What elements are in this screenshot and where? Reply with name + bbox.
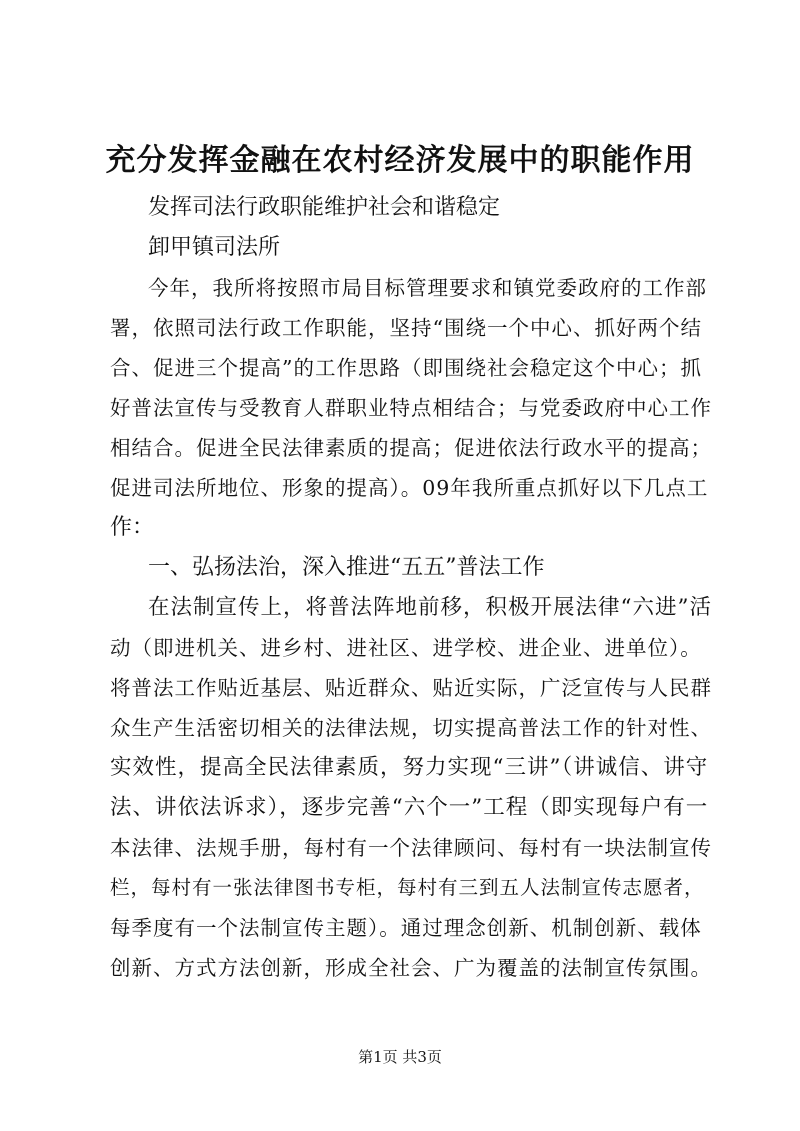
paragraph-line: 合、促进三个提高”的工作思路（即围绕社会稳定这个中心；抓 — [110, 356, 702, 380]
paragraph-line: 动（即进机关、进乡村、进社区、进学校、进企业、进单位）。 — [110, 636, 702, 660]
subtitle: 发挥司法行政职能维护社会和谐稳定 — [148, 195, 501, 220]
section-heading: 一、弘扬法治，深入推进“五五”普法工作 — [148, 555, 545, 580]
paragraph-line: 栏，每村有一张法律图书专柜，每村有三到五人法制宣传志愿者， — [110, 876, 705, 899]
paragraph-line: 今年，我所将按照市局目标管理要求和镇党委政府的工作部 — [148, 276, 707, 300]
paragraph-line: 署，依照司法行政工作职能，坚持“围绕一个中心、抓好两个结 — [110, 316, 702, 340]
paragraph-line: 相结合。促进全民法律素质的提高；促进依法行政水平的提高； — [110, 436, 712, 460]
paragraph-line: 促进司法所地位、形象的提高）。09年我所重点抓好以下几点工 — [110, 476, 709, 500]
page-footer: 第1页 共3页 — [358, 1048, 442, 1066]
paragraph-line: 每季度有一个法制宣传主题）。通过理念创新、机制创新、载体 — [110, 916, 702, 940]
paragraph-line: 本法律、法规手册，每村有一个法律顾问、每村有一块法制宣传 — [110, 836, 712, 860]
document-title: 充分发挥金融在农村经济发展中的职能作用 — [105, 143, 695, 178]
paragraph-line: 众生产生活密切相关的法律法规，切实提高普法工作的针对性、 — [110, 716, 712, 740]
author-line: 卸甲镇司法所 — [148, 235, 281, 260]
paragraph-line: 在法制宣传上，将普法阵地前移，积极开展法律“六进”活 — [148, 595, 712, 620]
paragraph-line: 将普法工作贴近基层、贴近群众、贴近实际，广泛宣传与人民群 — [110, 676, 712, 700]
paragraph-line: 好普法宣传与受教育人群职业特点相结合；与党委政府中心工作 — [110, 396, 712, 420]
paragraph-line: 实效性，提高全民法律素质，努力实现“三讲”（讲诚信、讲守 — [110, 755, 709, 780]
paragraph-line: 法、讲依法诉求），逐步完善“六个一”工程（即实现每户有一 — [110, 795, 709, 820]
paragraph-line: 作： — [110, 515, 155, 540]
paragraph-line: 创新、方式方法创新，形成全社会、广为覆盖的法制宣传氛围。 — [110, 956, 712, 980]
